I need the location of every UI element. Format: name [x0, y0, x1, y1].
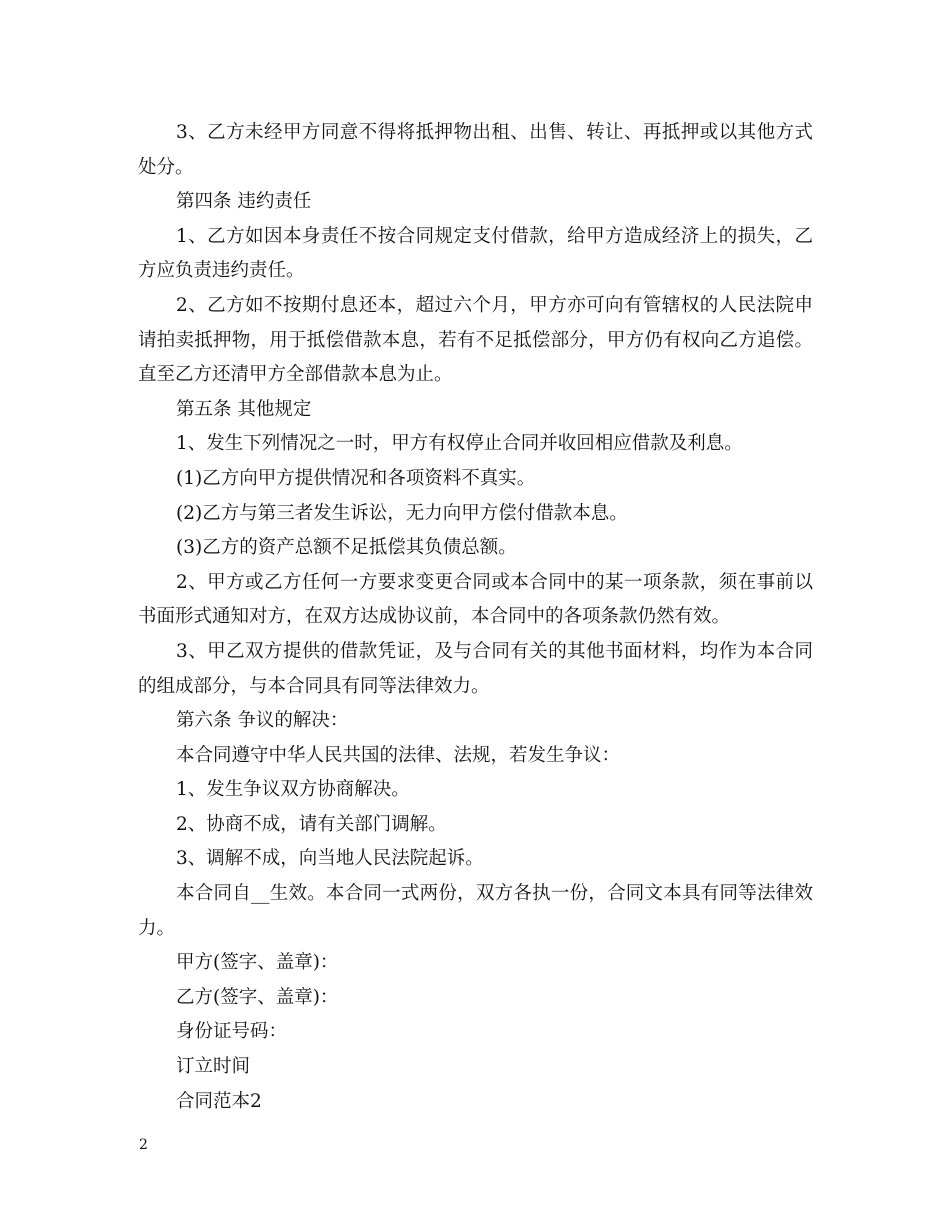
paragraph-condition-3: (3)乙方的资产总额不足抵偿其负债总额。	[176, 537, 517, 559]
section-heading-article-5: 第五条 其他规定	[176, 398, 312, 420]
paragraph-condition-1: (1)乙方向甲方提供情况和各项资料不真实。	[176, 467, 536, 489]
id-number-line: 身份证号码：	[176, 1021, 288, 1043]
paragraph-effectiveness: 本合同自__生效。本合同一式两份，双方各执一份，合同文本具有同等法律效力。	[138, 883, 813, 939]
paragraph-dispute-2: 2、协商不成，请有关部门调解。	[176, 813, 447, 835]
paragraph-other-2: 2、甲方或乙方任何一方要求变更合同或本合同中的某一项条款，须在事前以书面形式通知对方，在双方达成协议前，本合同中的各项条款仍然有效。	[138, 571, 813, 628]
section-heading-article-4: 第四条 违约责任	[176, 191, 312, 213]
paragraph-other-1: 1、发生下列情况之一时，甲方有权停止合同并收回相应借款及利息。	[176, 433, 743, 455]
template-heading-2: 合同范本2	[176, 1090, 262, 1112]
signature-party-a: 甲方(签字、盖章)：	[176, 952, 339, 974]
paragraph-dispute-intro: 本合同遵守中华人民共国的法律、法规，若发生争议：	[176, 744, 621, 766]
paragraph-other-3: 3、甲乙双方提供的借款凭证，及与合同有关的其他书面材料，均作为本合同的组成部分，与本合同具有同等法律效力。	[138, 640, 813, 697]
paragraph-breach-2: 2、乙方如不按期付息还本，超过六个月，甲方亦可向有管辖权的人民法院申请拍卖抵押物，用于抵偿借款本息，若有不足抵偿部分，甲方仍有权向乙方追偿。直至乙方还清甲方全部借款本息为止。	[138, 294, 813, 386]
paragraph-dispute-1: 1、发生争议双方协商解决。	[176, 779, 410, 801]
paragraph-clause-3-mortgage: 3、乙方未经甲方同意不得将抵押物出租、出售、转让、再抵押或以其他方式处分。	[138, 122, 813, 178]
page-number: 2	[139, 1137, 148, 1153]
paragraph-dispute-3: 3、调解不成，向当地人民法院起诉。	[176, 848, 484, 870]
paragraph-condition-2: (2)乙方与第三者发生诉讼，无力向甲方偿付借款本息。	[176, 502, 628, 524]
signing-date-line: 订立时间	[176, 1056, 251, 1078]
document-body	[138, 116, 813, 1119]
signature-party-b: 乙方(签字、盖章)：	[176, 986, 339, 1008]
paragraph-breach-1: 1、乙方如因本身责任不按合同规定支付借款，给甲方造成经济上的损失，乙方应负责违约责任。	[138, 225, 813, 282]
section-heading-article-6: 第六条 争议的解决：	[176, 710, 349, 732]
